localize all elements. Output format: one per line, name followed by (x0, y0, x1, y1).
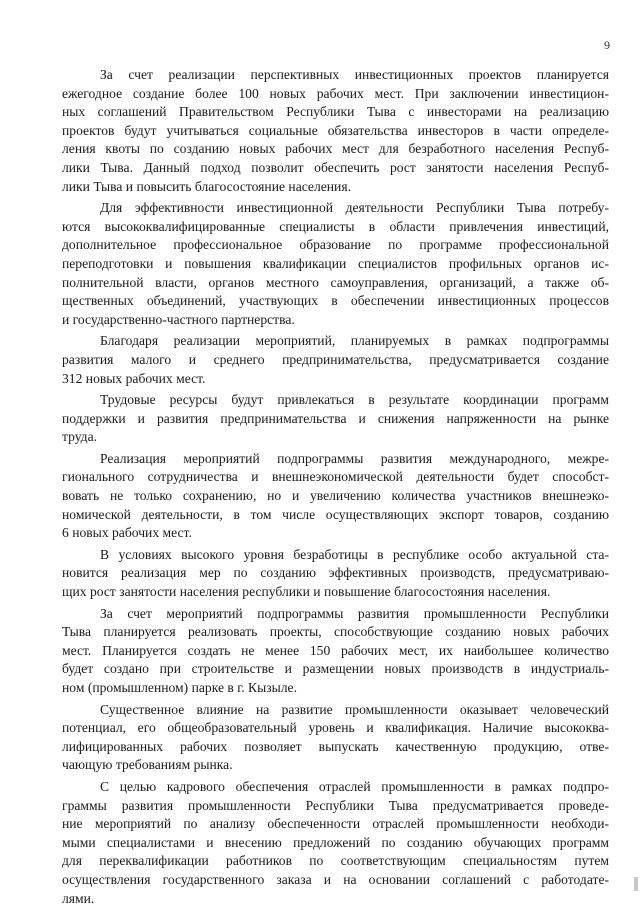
paragraph (62, 66, 609, 196)
text-line: Благодаря реализации мероприятий, планируемых в рамках подпрограммы (100, 333, 609, 349)
text-line: ления квоты по созданию новых рабочих мест для безработного населения Респуб- (62, 141, 609, 157)
paragraph (62, 199, 609, 329)
text-line: полнительной власти, органов местного самоуправления, организаций, а также об- (62, 274, 609, 290)
text-line: лями. (62, 890, 95, 905)
text-line: Для эффективности инвестиционной деятельности Республики Тыва потребу- (100, 200, 609, 216)
text-line: Тыва планируется реализовать проекты, способствующие созданию новых рабочих (62, 624, 609, 640)
text-line: гионального сотрудничества и внешнеэкономической деятельности будет способст- (62, 469, 609, 485)
document-body (62, 66, 609, 905)
text-line: За счет реализации перспективных инвестиционных проектов планируется (100, 67, 609, 82)
paragraph (62, 701, 609, 775)
scan-edge-mark (634, 877, 638, 891)
text-line: Трудовые ресурсы будут привлекаться в результате координации программ (100, 392, 609, 408)
text-line: чающую требованиям рынка. (62, 757, 233, 773)
paragraph (62, 546, 609, 602)
text-line: осуществления государственного заказа и на основании соглашений с работодате- (62, 871, 609, 887)
text-line: 6 новых рабочих мест. (62, 525, 192, 541)
text-line: лифицированных рабочих позволяет выпускать качественную продукцию, отве- (62, 738, 609, 754)
text-line: дополнительное профессиональное образование по программе профессиональной (62, 237, 609, 253)
text-line: для переквалификации работников по соответствующим специальностям путем (62, 853, 609, 869)
text-line: В условиях высокого уровня безработицы в республике особо актуальной ста- (100, 546, 609, 562)
text-line: С целью кадрового обеспечения отраслей промышленности в рамках подпро- (100, 778, 609, 794)
text-line: За счет мероприятий подпрограммы развития промышленности Республики (100, 605, 609, 621)
text-line: щих рост занятости населения республики и повышение благосостояния населения. (62, 584, 551, 600)
text-line: Реализация мероприятий подпрограммы развития международного, межре- (100, 450, 609, 466)
text-line: лики Тыва и повысить благосостояние населения. (62, 178, 351, 194)
text-line: переподготовки и повышения квалификации специалистов профильных органов ис- (62, 255, 609, 271)
text-line: потенциал, его общеобразовательный уровень и квалификация. Наличие высококва- (62, 720, 609, 736)
text-line: 312 новых рабочих мест. (62, 370, 206, 386)
paragraph (62, 391, 609, 447)
text-line: лики Тыва. Данный подход позволит обеспечить рост занятости населения Респуб- (62, 159, 609, 175)
text-line: граммы развития промышленности Республики Тыва предусматривается проведе- (62, 797, 609, 813)
text-line: номической деятельности, в том числе осуществляющих экспорт товаров, созданию (62, 506, 609, 522)
text-line: поддержки и развития предпринимательства и снижения напряженности на рынке (62, 410, 609, 426)
text-line: вовать не только сохранению, но и увеличению количества участников внешнеэко- (62, 488, 609, 504)
text-line: мыми специалистами и внесению предложений по созданию обучающих программ (62, 834, 609, 850)
text-line: новится реализация мер по созданию эффективных производств, предусматриваю- (62, 565, 609, 581)
text-line: ных соглашений Правительством Республики Тыва с инвесторами на реализацию (62, 104, 609, 120)
paragraph (62, 605, 609, 698)
text-line: щественных объединений, участвующих в обеспечении инвестиционных процессов (62, 293, 609, 309)
text-line: проектов будут учитываться социальные обязательства инвесторов в части определе- (62, 122, 609, 138)
text-line: труда. (62, 429, 98, 445)
text-line: мест. Планируется создать не менее 150 рабочих мест, их наибольшее количество (62, 642, 609, 658)
text-line: ние мероприятий по анализу обеспеченности отраслей промышленности необходи- (62, 816, 609, 832)
text-line: будет создано при строительстве и размещении новых производств в индустриаль- (62, 661, 609, 677)
page-number: 9 (604, 38, 610, 52)
text-line: ежегодное создание более 100 новых рабочих мест. При заключении инвестицион- (62, 85, 609, 101)
paragraph (62, 450, 609, 543)
text-line: Существенное влияние на развитие промышленности оказывает человеческий (100, 701, 609, 717)
text-line: ются высококвалифицированные специалисты в области привлечения инвестиций, (62, 218, 609, 234)
text-line: ном (промышленном) парке в г. Кызыле. (62, 680, 297, 695)
text-line: развития малого и среднего предпринимательства, предусматривается создание (62, 351, 609, 367)
text-line: и государственно-частного партнерства. (62, 311, 295, 327)
paragraph (62, 778, 609, 905)
paragraph (62, 332, 609, 388)
